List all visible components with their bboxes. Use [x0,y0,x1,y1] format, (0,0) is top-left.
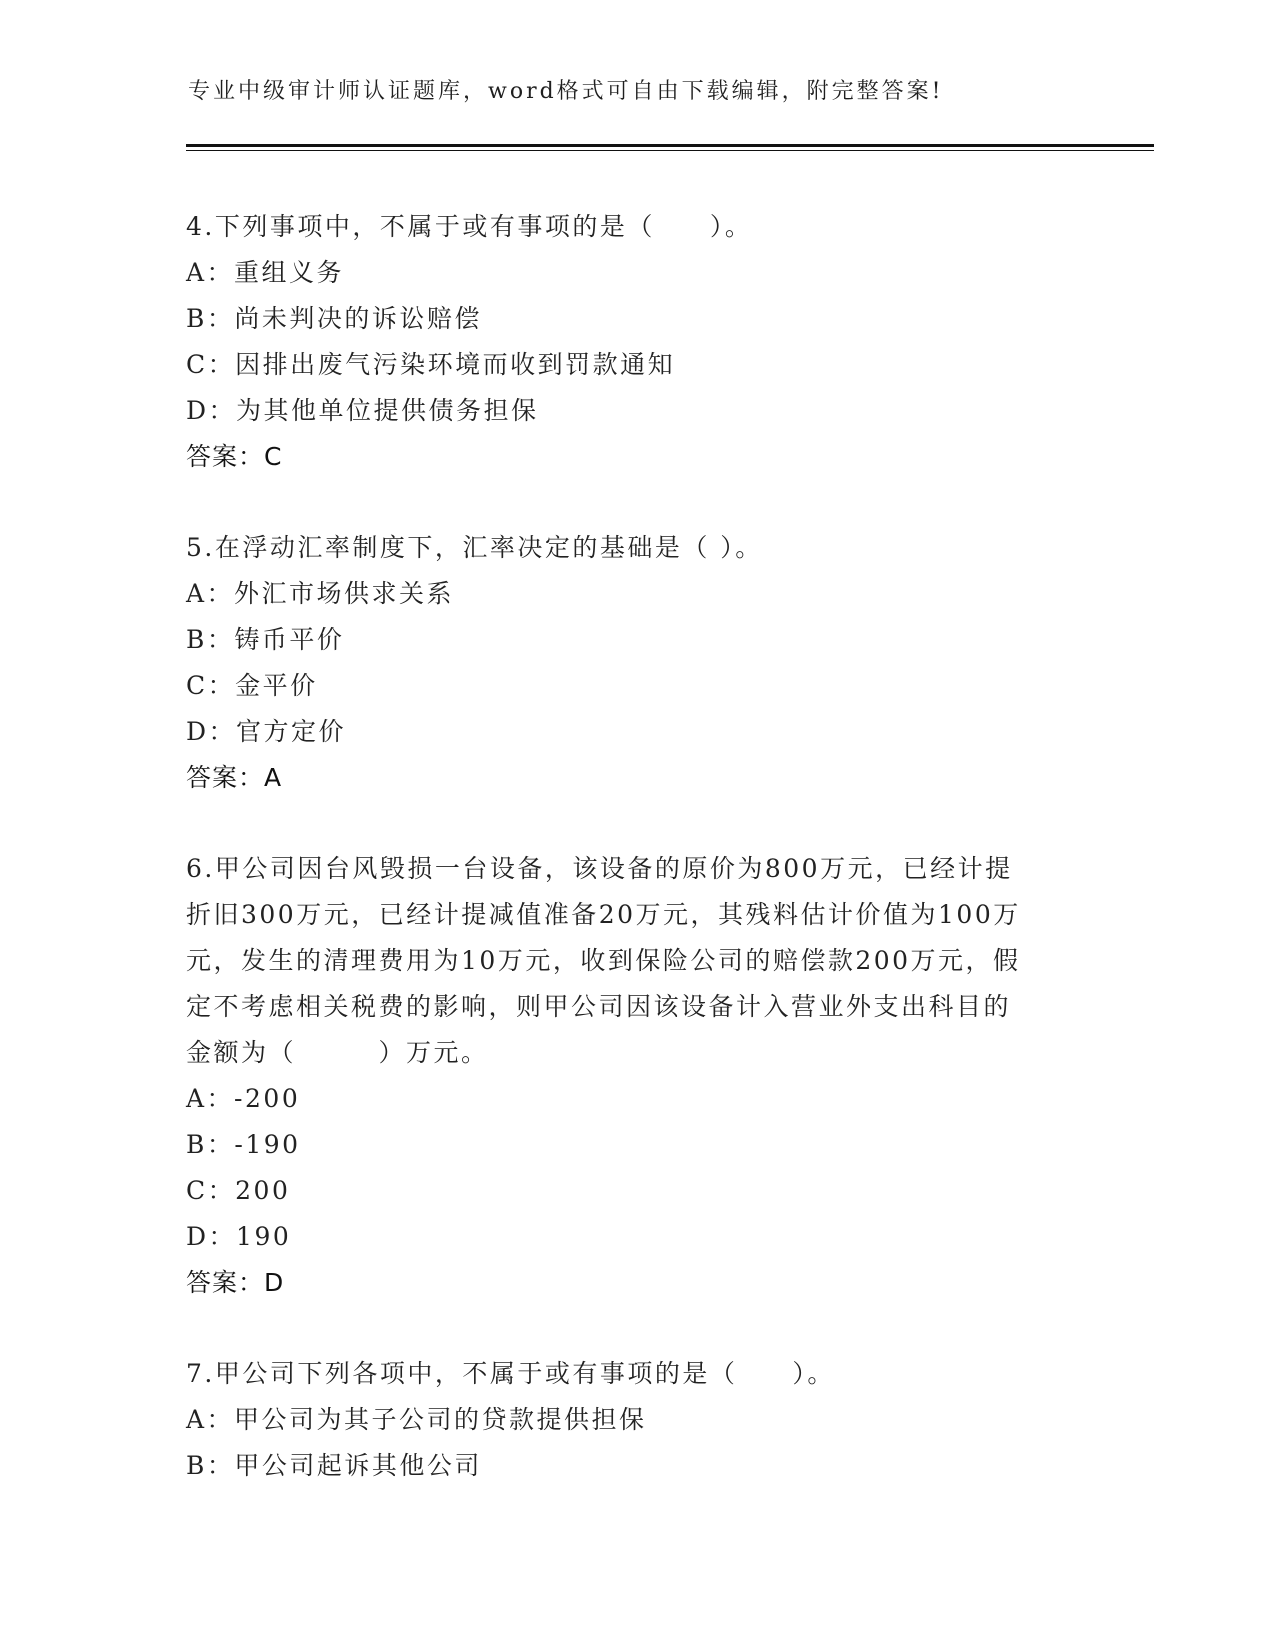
question-stem: 7.甲公司下列各项中，不属于或有事项的是（ ）。 [186,1359,835,1388]
option-d: D：190 [186,1222,292,1251]
option-b: B：铸币平价 [186,625,345,654]
question-7 [186,1351,1086,1489]
question-5 [186,525,1086,801]
option-c: C：金平价 [186,671,318,700]
option-a: A：甲公司为其子公司的贷款提供担保 [186,1405,647,1434]
option-b: B：-190 [186,1130,301,1159]
header-rule-thin [186,150,1154,151]
answer: 答案：C [186,442,283,471]
question-stem-line: 金额为（ ）万元。 [186,1038,489,1067]
question-stem-line: 定不考虑相关税费的影响，则甲公司因该设备计入营业外支出科目的 [186,992,1012,1021]
answer: 答案：A [186,763,283,792]
header-rule-thick [186,144,1154,147]
question-stem-line: 折旧300万元，已经计提减值准备20万元，其残料估计价值为100万 [186,900,1021,929]
option-c: C：因排出废气污染环境而收到罚款通知 [186,350,676,379]
option-d: D：官方定价 [186,717,347,746]
question-4 [186,204,1086,480]
answer: 答案：D [186,1268,285,1297]
option-b: B：甲公司起诉其他公司 [186,1451,482,1480]
option-d: D：为其他单位提供债务担保 [186,396,539,425]
question-list [186,204,1086,1489]
option-b: B：尚未判决的诉讼赔偿 [186,304,482,333]
option-a: A：外汇市场供求关系 [186,579,455,608]
question-stem-line: 元，发生的清理费用为10万元，收到保险公司的赔偿款200万元，假 [186,946,1021,975]
question-stem-line: 6.甲公司因台风毁损一台设备，该设备的原价为800万元，已经计提 [186,854,1013,883]
option-a: A：重组义务 [186,258,345,287]
question-stem: 5.在浮动汇率制度下，汇率决定的基础是（ ）。 [186,533,763,562]
option-a: A：-200 [186,1084,301,1113]
option-c: C：200 [186,1176,291,1205]
question-6 [186,846,1086,1306]
question-stem: 4.下列事项中，不属于或有事项的是（ ）。 [186,212,753,241]
page-header: 专业中级审计师认证题库，word格式可自由下载编辑，附完整答案! [188,79,944,104]
